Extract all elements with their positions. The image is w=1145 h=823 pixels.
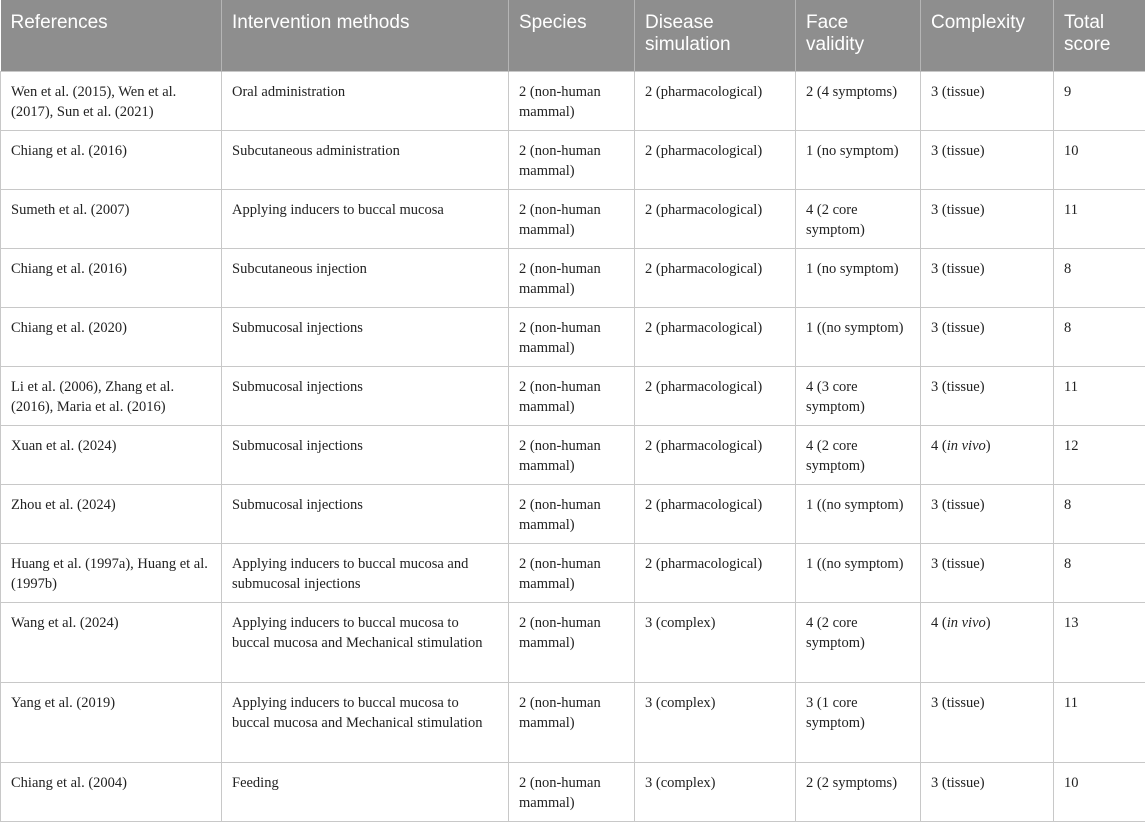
- table-row: [1, 248, 1145, 307]
- cell-disease: 2 (pharmacological): [635, 425, 796, 484]
- cell-references: Wen et al. (2015), Wen et al. (2017), Sun et al. (2021): [1, 71, 222, 130]
- cell-complexity: 3 (tissue): [921, 543, 1054, 602]
- cell-disease: 2 (pharmacological): [635, 130, 796, 189]
- table-row: [1, 425, 1145, 484]
- cell-total-score: 11: [1054, 682, 1145, 762]
- cell-disease: 2 (pharmacological): [635, 248, 796, 307]
- cell-face-validity: 1 ((no symptom): [796, 307, 921, 366]
- cell-method: Applying inducers to buccal mucosa and submucosal injections: [222, 543, 509, 602]
- header-row: [1, 0, 1145, 71]
- cell-face-validity: 1 (no symptom): [796, 248, 921, 307]
- header-disease-simulation: Disease simulation: [635, 0, 796, 71]
- cell-face-validity: 1 (no symptom): [796, 130, 921, 189]
- header-face-validity: Face validity: [796, 0, 921, 71]
- cell-face-validity: 2 (2 symptoms): [796, 762, 921, 821]
- cell-references: Zhou et al. (2024): [1, 484, 222, 543]
- cell-method: Submucosal injections: [222, 484, 509, 543]
- table-row: [1, 543, 1145, 602]
- cell-total-score: 8: [1054, 543, 1145, 602]
- cell-disease: 2 (pharmacological): [635, 543, 796, 602]
- cell-species: 2 (non-human mammal): [509, 307, 635, 366]
- cell-complexity: 3 (tissue): [921, 189, 1054, 248]
- header-total-score: Total score: [1054, 0, 1145, 71]
- cell-references: Yang et al. (2019): [1, 682, 222, 762]
- header-species: Species: [509, 0, 635, 71]
- cell-method: Applying inducers to buccal mucosa to buccal mucosa and Mechanical stimulation: [222, 682, 509, 762]
- cell-face-validity: 4 (2 core symptom): [796, 425, 921, 484]
- cell-total-score: 11: [1054, 366, 1145, 425]
- cell-total-score: 10: [1054, 762, 1145, 821]
- cell-total-score: 8: [1054, 248, 1145, 307]
- table-row: [1, 682, 1145, 762]
- header-intervention-methods: Intervention methods: [222, 0, 509, 71]
- cell-complexity: 3 (tissue): [921, 762, 1054, 821]
- cell-method: Oral administration: [222, 71, 509, 130]
- cell-total-score: 8: [1054, 307, 1145, 366]
- cell-complexity: 3 (tissue): [921, 682, 1054, 762]
- table-row: [1, 130, 1145, 189]
- cell-total-score: 8: [1054, 484, 1145, 543]
- table-row: [1, 189, 1145, 248]
- table-row: [1, 366, 1145, 425]
- table-row: [1, 762, 1145, 821]
- cell-complexity: 4 (in vivo): [921, 602, 1054, 682]
- cell-method: Subcutaneous administration: [222, 130, 509, 189]
- cell-species: 2 (non-human mammal): [509, 130, 635, 189]
- cell-complexity: 3 (tissue): [921, 130, 1054, 189]
- cell-total-score: 12: [1054, 425, 1145, 484]
- cell-complexity: 3 (tissue): [921, 366, 1054, 425]
- cell-species: 2 (non-human mammal): [509, 366, 635, 425]
- cell-species: 2 (non-human mammal): [509, 484, 635, 543]
- cell-face-validity: 1 ((no symptom): [796, 484, 921, 543]
- table-row: [1, 484, 1145, 543]
- cell-references: Li et al. (2006), Zhang et al. (2016), Maria et al. (2016): [1, 366, 222, 425]
- cell-species: 2 (non-human mammal): [509, 762, 635, 821]
- cell-disease: 3 (complex): [635, 602, 796, 682]
- cell-references: Chiang et al. (2020): [1, 307, 222, 366]
- cell-method: Applying inducers to buccal mucosa to buccal mucosa and Mechanical stimulation: [222, 602, 509, 682]
- cell-total-score: 9: [1054, 71, 1145, 130]
- header-references: References: [1, 0, 222, 71]
- cell-face-validity: 4 (2 core symptom): [796, 189, 921, 248]
- cell-species: 2 (non-human mammal): [509, 543, 635, 602]
- cell-references: Chiang et al. (2016): [1, 130, 222, 189]
- cell-method: Feeding: [222, 762, 509, 821]
- cell-complexity: 3 (tissue): [921, 307, 1054, 366]
- cell-total-score: 13: [1054, 602, 1145, 682]
- cell-complexity: 3 (tissue): [921, 484, 1054, 543]
- cell-face-validity: 2 (4 symptoms): [796, 71, 921, 130]
- cell-species: 2 (non-human mammal): [509, 602, 635, 682]
- cell-references: Xuan et al. (2024): [1, 425, 222, 484]
- table-row: [1, 602, 1145, 682]
- cell-references: Huang et al. (1997a), Huang et al. (1997b): [1, 543, 222, 602]
- cell-species: 2 (non-human mammal): [509, 682, 635, 762]
- cell-method: Submucosal injections: [222, 425, 509, 484]
- cell-face-validity: 1 ((no symptom): [796, 543, 921, 602]
- cell-disease: 3 (complex): [635, 762, 796, 821]
- cell-face-validity: 3 (1 core symptom): [796, 682, 921, 762]
- cell-total-score: 11: [1054, 189, 1145, 248]
- cell-species: 2 (non-human mammal): [509, 71, 635, 130]
- cell-references: Wang et al. (2024): [1, 602, 222, 682]
- cell-complexity: 3 (tissue): [921, 248, 1054, 307]
- cell-species: 2 (non-human mammal): [509, 425, 635, 484]
- table-row: [1, 71, 1145, 130]
- header-complexity: Complexity: [921, 0, 1054, 71]
- cell-complexity: 4 (in vivo): [921, 425, 1054, 484]
- cell-method: Submucosal injections: [222, 366, 509, 425]
- cell-face-validity: 4 (2 core symptom): [796, 602, 921, 682]
- cell-disease: 3 (complex): [635, 682, 796, 762]
- cell-disease: 2 (pharmacological): [635, 366, 796, 425]
- cell-method: Applying inducers to buccal mucosa: [222, 189, 509, 248]
- cell-disease: 2 (pharmacological): [635, 484, 796, 543]
- cell-references: Chiang et al. (2016): [1, 248, 222, 307]
- cell-total-score: 10: [1054, 130, 1145, 189]
- cell-disease: 2 (pharmacological): [635, 189, 796, 248]
- table-row: [1, 307, 1145, 366]
- cell-species: 2 (non-human mammal): [509, 248, 635, 307]
- cell-disease: 2 (pharmacological): [635, 71, 796, 130]
- cell-face-validity: 4 (3 core symptom): [796, 366, 921, 425]
- cell-method: Submucosal injections: [222, 307, 509, 366]
- cell-references: Chiang et al. (2004): [1, 762, 222, 821]
- cell-disease: 2 (pharmacological): [635, 307, 796, 366]
- cell-species: 2 (non-human mammal): [509, 189, 635, 248]
- cell-complexity: 3 (tissue): [921, 71, 1054, 130]
- cell-method: Subcutaneous injection: [222, 248, 509, 307]
- cell-references: Sumeth et al. (2007): [1, 189, 222, 248]
